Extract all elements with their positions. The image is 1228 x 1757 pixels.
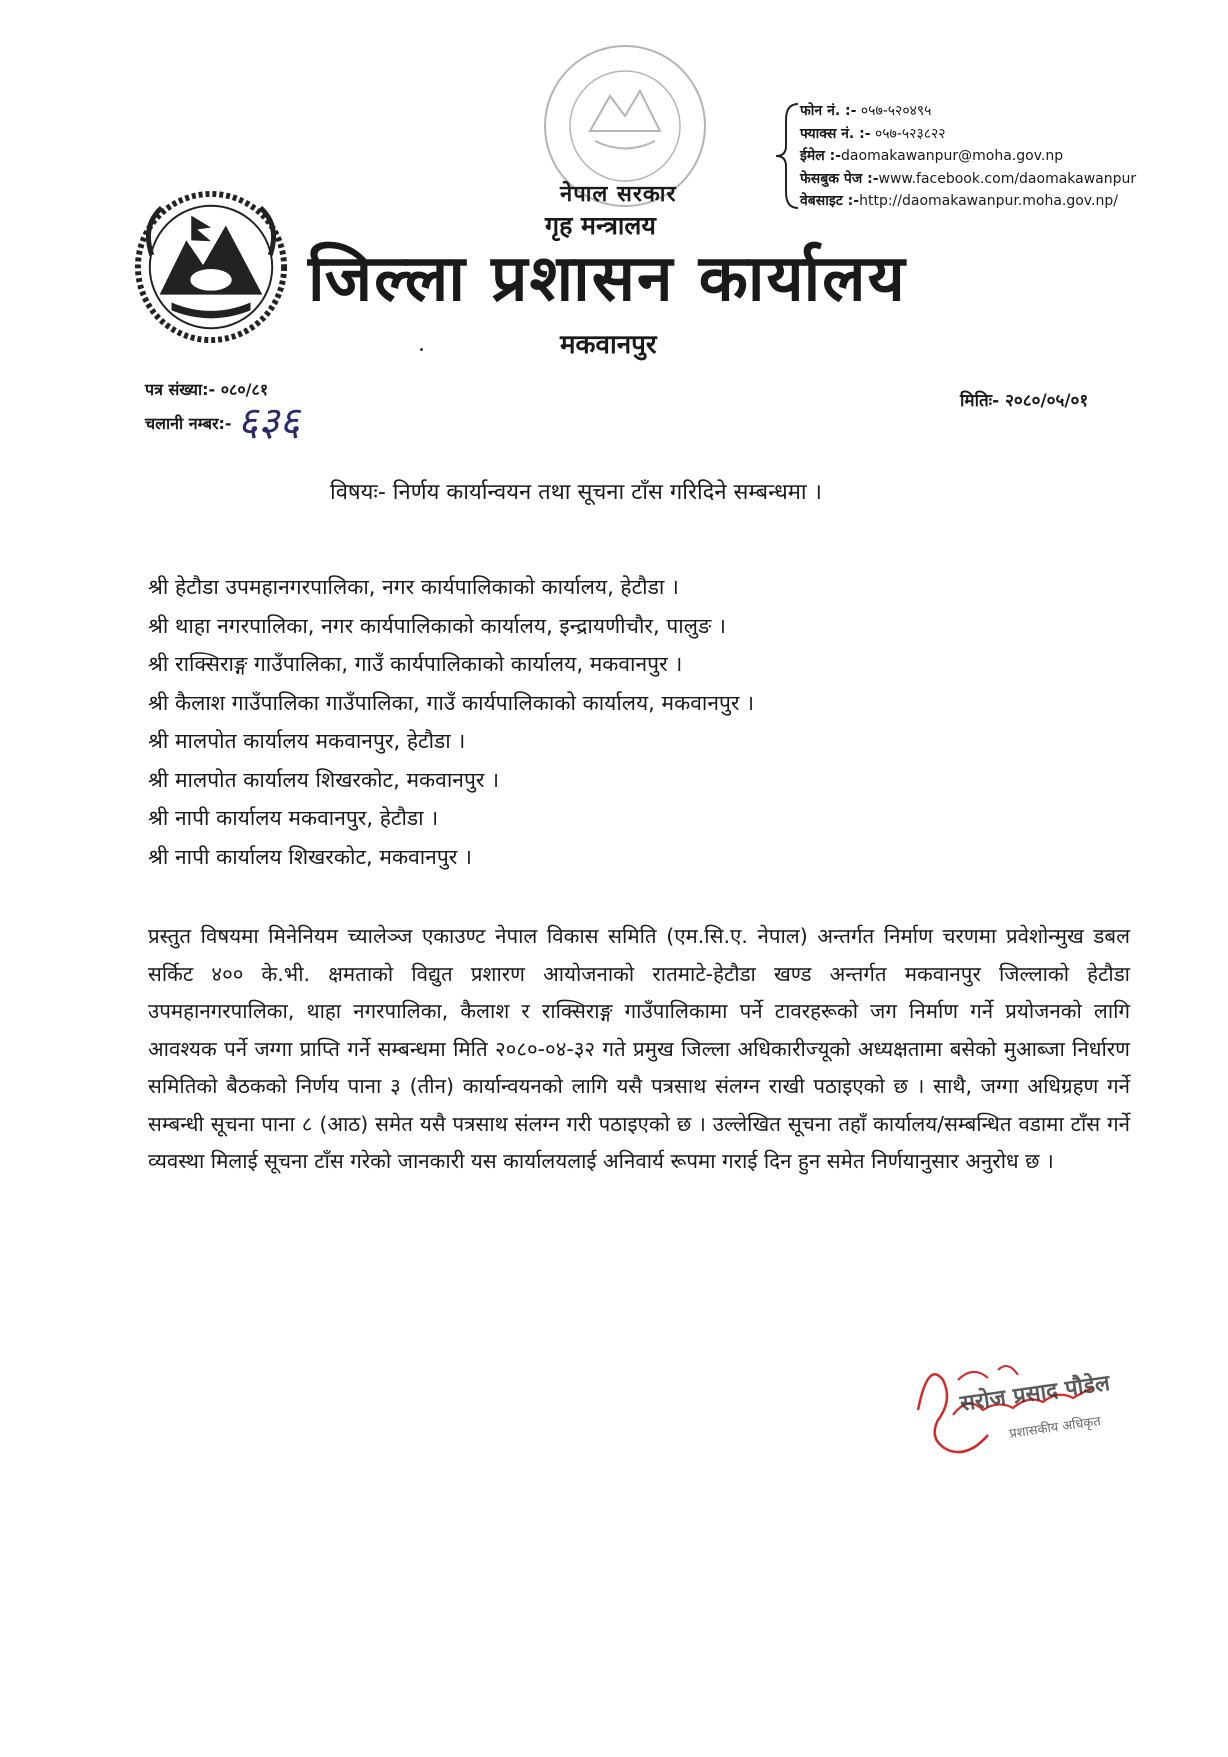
contact-email[interactable]: ईमेल :-daomakawanpur@moha.gov.np bbox=[800, 148, 1064, 164]
reference-block bbox=[145, 374, 300, 445]
dispatch-number-handwritten: ६३६ bbox=[237, 399, 300, 445]
recipient-item: श्री राक्सिराङ्ग गाउँपालिका, गाउँ कार्यपालिकाको कार्यालय, मकवानपुर । bbox=[148, 652, 683, 676]
contact-block bbox=[800, 100, 1136, 213]
letter-number: पत्र संख्या:- ०८०/८१ bbox=[145, 380, 269, 399]
signatory-title: प्रशासकीय अधिकृत bbox=[1008, 1414, 1102, 1442]
curly-brace-icon bbox=[772, 100, 802, 212]
signatory-name: सरोज प्रसाद पौडेल bbox=[958, 1370, 1112, 1417]
letter-body: प्रस्तुत विषयमा मिनेनियम च्यालेञ्ज एकाउण्ट नेपाल विकास समिति (एम.सि.ए. नेपाल) अन्तर्गत निर्माण चरणमा प्रवेशोन्मुख डबल सर्किट ४०० के.भी. क्षमताको विद्युत प्रशारण आयोजनाको रातमाटे-हेटौडा खण्ड अन्तर्गत मकवानपुर जिल्लाको हेटौडा उपमहानगरपालिका, थाहा नगरपालिका, कैलाश र राक्सिराङ्ग गाउँपालिकामा पर्ने टावरहरूको जग निर्माण गर्ने प्रयोजनको लागि आवश्यक पर्ने जग्गा प्राप्ति गर्ने सम्बन्धमा मिति २०८०-०४-३२ गते प्रमुख जिल्ला अधिकारीज्यूको अध्यक्षतामा बसेको मुआब्जा निर्धारण समितिको बैठकको निर्णय पाना ३ (तीन) कार्यान्वयनको लागि यसै पत्रसाथ संलग्न राखी पठाइएको छ । साथै, जग्गा अधिग्रहण गर्ने सम्बन्धी सूचना पाना ८ (आठ) समेत यसै पत्रसाथ संलग्न गरी पठाइएको छ । उल्लेखित सूचना तहाँ कार्यालय/सम्बन्धित वडामा टाँस गर्ने व्यवस्था मिलाई सूचना टाँस गरेको जानकारी यस कार्यालयलाई अनिवार्य रूपमा गराई दिन हुन समेत निर्णयानुसार अनुरोध छ । bbox=[148, 924, 1130, 1173]
recipient-item: श्री हेटौडा उपमहानगरपालिका, नगर कार्यपालिकाको कार्यालय, हेटौडा । bbox=[148, 575, 679, 599]
recipient-item: श्री कैलाश गाउँपालिका गाउँपालिका, गाउँ कार्यपालिकाको कार्यालय, मकवानपुर । bbox=[148, 690, 755, 715]
recipient-item: श्री थाहा नगरपालिका, नगर कार्यपालिकाको कार्यालय, इन्द्रायणीचौर, पालुङ । bbox=[148, 613, 726, 638]
recipient-item: श्री नापी कार्यालय शिखरकोट, मकवानपुर । bbox=[148, 844, 472, 869]
letter-date: मितिः- २०८०/०५/०१ bbox=[960, 391, 1089, 411]
recipient-item: श्री मालपोत कार्यालय शिखरकोट, मकवानपुर । bbox=[148, 767, 500, 792]
letter-subject: विषयः- निर्णय कार्यान्वयन तथा सूचना टाँस गरिदिने सम्बन्धमा । bbox=[330, 480, 822, 505]
recipient-list bbox=[148, 568, 754, 876]
government-name: नेपाल सरकार bbox=[560, 182, 677, 207]
contact-facebook[interactable]: फेसबुक पेज :-www.facebook.com/daomakawanpur bbox=[800, 170, 1137, 187]
recipient-item: श्री मालपोत कार्यालय मकवानपुर, हेटौडा । bbox=[148, 729, 466, 753]
ink-dot bbox=[420, 348, 423, 351]
ministry-name: गृह मन्त्रालय bbox=[545, 211, 656, 240]
handwritten-signature bbox=[908, 1340, 1158, 1480]
dispatch-number: चलानी नम्बर:- ६३६ bbox=[145, 399, 300, 445]
nepal-emblem-icon bbox=[132, 186, 290, 344]
office-title: जिल्ला प्रशासन कार्यालय bbox=[308, 242, 907, 316]
district-name: मकवानपुर bbox=[560, 330, 657, 360]
contact-phone: फोन नं. :- ०५७-५२०४९५ bbox=[800, 103, 932, 119]
contact-fax: फ्याक्स नं. :- ०५७-५२३८२२ bbox=[800, 125, 946, 142]
recipient-item: श्री नापी कार्यालय मकवानपुर, हेटौडा । bbox=[148, 806, 439, 830]
contact-website[interactable]: वेबसाइट :-http://daomakawanpur.moha.gov.np/ bbox=[800, 193, 1118, 209]
